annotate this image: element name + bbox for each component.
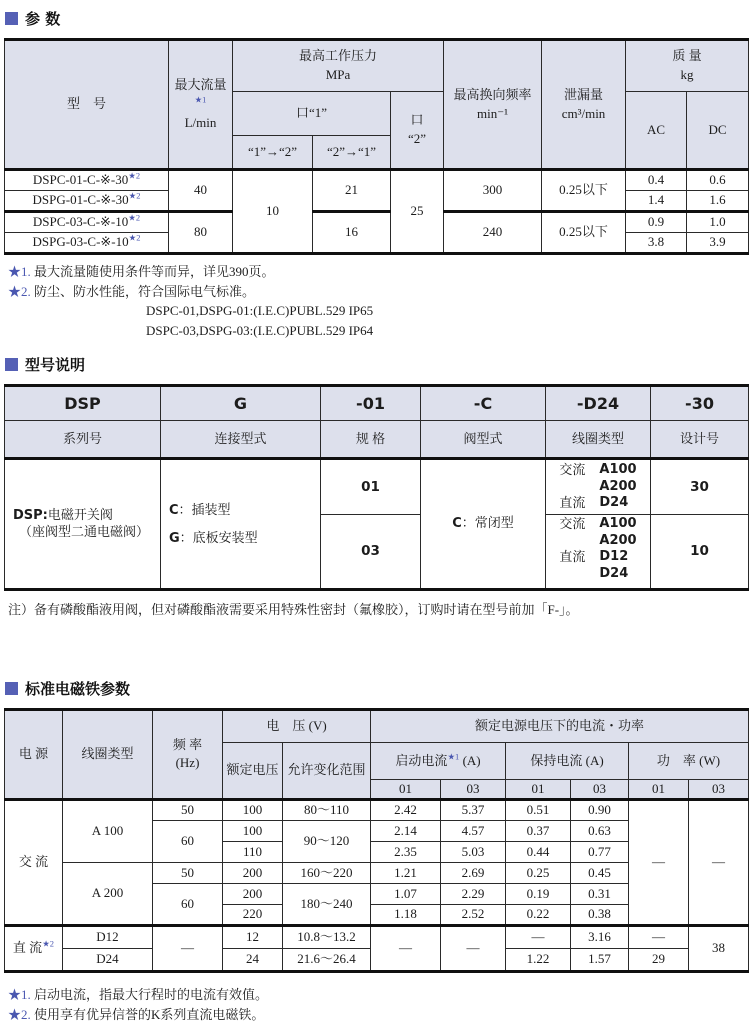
series-name: 电磁开关阀 [48,507,113,522]
coil-kind-label: 交流 [559,462,591,479]
model-label-row [5,421,749,459]
watt-03-ac-cell: — [689,800,749,926]
blue-square-icon [5,358,18,371]
footnote-star: ★1. [8,264,31,279]
inrush-01-cell: 2.35 [371,842,441,863]
code-series: DSP [5,386,161,421]
watt-03-dc-cell: 38 [689,926,749,972]
inrush-03-cell: 5.03 [441,842,506,863]
footnote-star: ★2. [8,1007,31,1022]
section-params-title: 参 数 [25,8,60,29]
footnote-2 [8,1005,748,1024]
model-number: DSPC-03-C-※-10 [33,214,128,229]
size-01-cell: 01 [321,459,421,515]
inrush-03-dc-cell: — [441,926,506,972]
leakage-value-cell: 0.25以下 [542,212,626,254]
spacer [4,618,748,676]
solenoid-header-holding-current: 保持电流 (A) [506,742,629,779]
label-design: 设计号 [651,421,749,459]
flow-value-cell: 40 [169,170,233,212]
solenoid-header-power: 电 源 [5,709,63,799]
section-solenoid-title: 标准电磁铁参数 [25,678,130,699]
subcol-watt-01: 01 [629,779,689,799]
coil-kind-label: 直流 [559,549,591,566]
model-footnote-mark: ★2 [129,191,141,201]
rated-voltage-cell: 24 [223,949,283,972]
solenoid-header-wattage: 功 率 (W) [629,742,749,779]
series-description-cell [5,459,161,590]
connection-code-c: C [169,503,179,518]
coil-code: D12 [599,549,628,566]
leakage-unit: cm³/min [562,106,606,121]
solenoid-header-frequency [153,709,223,799]
hold-03-cell: 1.57 [571,949,629,972]
freq-cell: 50 [153,800,223,821]
freq-cell: 50 [153,863,223,884]
dc-footnote-mark: ★2 [42,939,54,949]
model-footnote-mark: ★2 [128,171,140,181]
section-solenoid-header [5,678,748,699]
label-series: 系列号 [5,421,161,459]
params-header-ac: AC [626,92,687,170]
hold-01-cell: 0.19 [506,884,571,905]
inrush-01-cell: 2.42 [371,800,441,821]
model-body-row-1 [5,459,749,515]
solenoid-header-rated-group: 额定电源电压下的电流・功率 [371,709,749,742]
freq-cell: 60 [153,884,223,926]
footnote-text: 最大流量随使用条件等而异，详见390页。 [34,264,275,279]
size-03-cell: 03 [321,515,421,590]
coil-code: D24 [599,495,628,512]
freq-value-cell: 240 [444,212,542,254]
mass-ac-cell: 3.8 [626,233,687,254]
coil-kind-label [559,566,591,583]
params-header-model: 型 号 [5,40,169,170]
inrush-unit: (A) [463,753,481,768]
coil-kind-label: 直流 [559,495,591,512]
mass-ac-cell: 1.4 [626,191,687,212]
section-model-header [5,354,748,375]
port2-text: 口 [410,112,423,127]
inrush-01-cell: 1.21 [371,863,441,884]
freq-value-cell: 300 [444,170,542,212]
subcol-hold-01: 01 [506,779,571,799]
model-number: DSPG-03-C-※-10 [33,234,129,249]
rated-voltage-cell: 100 [223,821,283,842]
max-flow-text: 最大流量 [174,77,226,92]
mass-ac-cell: 0.4 [626,170,687,191]
params-header-max-pressure [233,40,444,92]
coil-line [559,462,636,479]
max-freq-label [453,87,531,121]
coil-a200-cell: A 200 [63,863,153,926]
solenoid-header-voltage-range: 允许变化范围 [283,742,371,799]
connection-text-c: ：插装型 [179,502,231,517]
coil-list [559,516,636,583]
coil-kind-label [559,533,591,550]
label-size: 规 格 [321,421,421,459]
subcol-inrush-03: 03 [441,779,506,799]
params-row-1 [5,170,749,191]
mass-dc-cell: 1.6 [687,191,749,212]
coil-options-cell-2 [546,515,651,590]
model-table-note: 注）备有磷酸酯液用阀，但对磷酸酯液需要采用特殊性密封（氟橡胶），订购时请在型号前加「F-」。 [8,599,748,618]
blue-square-icon [5,682,18,695]
params-header-mass [626,40,749,92]
params-header-port1: 口“1” [233,92,391,136]
hold-03-cell: 0.63 [571,821,629,842]
subcol-inrush-01: 01 [371,779,441,799]
code-design: -30 [651,386,749,421]
coil-kind-label: 交流 [559,516,591,533]
watt-01-cell: 29 [629,949,689,972]
model-number: DSPC-01-C-※-30 [33,172,128,187]
power-dc-cell [5,926,63,972]
rated-voltage-cell: 220 [223,905,283,926]
rated-voltage-cell: 12 [223,926,283,949]
connection-description-cell [161,459,321,590]
footnote-text: 启动电流，指最大行程时的电流有效值。 [34,987,268,1002]
model-cell [5,191,169,212]
solenoid-row-dc-1 [5,926,749,949]
voltage-range-cell: 21.6～26.4 [283,949,371,972]
params-header-port2 [391,92,444,170]
series-code: DSP: [13,508,48,523]
section-params-header [5,8,748,29]
max-flow-unit: L/min [185,115,217,130]
coil-d12-cell: D12 [63,926,153,949]
rated-voltage-cell: 200 [223,863,283,884]
coil-code: D24 [599,566,628,583]
inrush-text: 启动电流 [395,753,447,768]
series-line-2: （座阀型二通电磁阀） [13,524,158,540]
solenoid-header-voltage: 电 压 (V) [223,709,371,742]
label-valve-type: 阀型式 [421,421,546,459]
ip-rating-line-2: DSPC-03,DSPG-03:(I.E.C)PUBL.529 IP64 [8,321,748,341]
mass-text: 质 量 [672,48,701,63]
mass-dc-cell: 0.6 [687,170,749,191]
hold-03-cell: 0.38 [571,905,629,926]
coil-line [559,533,636,550]
subcol-watt-03: 03 [689,779,749,799]
inrush-footnote-mark: ★1 [447,751,459,761]
pressure-2to1-cell: 21 [313,170,391,212]
coil-d24-cell: D24 [63,949,153,972]
footnote-text: 防尘、防水性能，符合国际电气标准。 [34,284,255,299]
inrush-01-cell: 2.14 [371,821,441,842]
frequency-unit: (Hz) [176,755,200,770]
leakage-text: 泄漏量 [564,87,603,102]
coil-line [559,495,636,512]
valve-type-cell [421,459,546,590]
hold-01-cell: 0.22 [506,905,571,926]
flow-value-cell: 80 [169,212,233,254]
voltage-range-cell: 90～120 [283,821,371,863]
coil-line [559,516,636,533]
coil-line [559,566,636,583]
footnote-2 [8,282,748,302]
coil-line [559,479,636,496]
subcol-hold-03: 03 [571,779,629,799]
dc-label: 直 流 [13,940,42,955]
connection-code-g: G [169,531,180,546]
frequency-text: 频 率 [173,737,202,752]
port2-value-cell: 25 [391,170,444,254]
voltage-range-cell: 180～240 [283,884,371,926]
valve-text: ：常闭型 [462,515,514,530]
hold-03-cell: 0.90 [571,800,629,821]
model-cell [5,170,169,191]
hold-03-cell: 0.31 [571,884,629,905]
model-footnote-mark: ★2 [129,233,141,243]
rated-voltage-cell: 100 [223,800,283,821]
footnote-1 [8,262,748,282]
inrush-01-cell: 1.18 [371,905,441,926]
hold-03-cell: 0.45 [571,863,629,884]
rated-voltage-cell: 110 [223,842,283,863]
watt-01-cell: — [629,926,689,949]
code-connection: G [161,386,321,421]
design-10-cell: 10 [651,515,749,590]
solenoid-header-inrush-current [371,742,506,779]
max-pressure-text: 最高工作压力 [299,48,377,63]
hold-01-cell: 0.44 [506,842,571,863]
coil-code: A100 [599,462,636,479]
solenoid-header-coil-type: 线圈类型 [63,709,153,799]
connection-option-2 [169,524,318,552]
design-30-cell: 30 [651,459,749,515]
freq-dc-cell: — [153,926,223,972]
model-code-table [4,384,749,591]
connection-option-1 [169,496,318,524]
inrush-01-cell: 1.07 [371,884,441,905]
model-cell [5,233,169,254]
solenoid-footnotes [8,985,748,1024]
frequency-label [173,737,202,771]
blue-square-icon [5,12,18,25]
power-ac-cell: 交 流 [5,800,63,926]
voltage-range-cell: 160～220 [283,863,371,884]
label-coil-type: 线圈类型 [546,421,651,459]
model-number: DSPG-01-C-※-30 [33,192,129,207]
hold-01-cell: 0.37 [506,821,571,842]
solenoid-row-ac-1 [5,800,749,821]
mass-label [672,48,701,82]
mass-unit: kg [681,67,694,82]
rated-voltage-cell: 200 [223,884,283,905]
coil-line [559,549,636,566]
label-connection: 连接型式 [161,421,321,459]
ip-rating-line-1: DSPC-01,DSPG-01:(I.E.C)PUBL.529 IP65 [8,301,748,321]
params-footnotes [8,262,748,340]
coil-a100-cell: A 100 [63,800,153,863]
hold-03-cell: 0.77 [571,842,629,863]
inrush-03-cell: 2.52 [441,905,506,926]
coil-code: A100 [599,516,636,533]
params-header-leakage [542,40,626,170]
solenoid-header-rated-voltage: 额定电压 [223,742,283,799]
model-cell [5,212,169,233]
coil-list [559,462,636,512]
mass-dc-cell: 1.0 [687,212,749,233]
code-coil-type: -D24 [546,386,651,421]
inrush-01-dc-cell: — [371,926,441,972]
footnote-text: 使用享有优异信誉的K系列直流电磁铁。 [34,1007,264,1022]
hold-03-cell: 3.16 [571,926,629,949]
coil-code: A200 [599,533,636,550]
code-size: -01 [321,386,421,421]
max-pressure-unit: MPa [326,67,351,82]
footnote-1 [8,985,748,1005]
inrush-03-cell: 5.37 [441,800,506,821]
max-flow-label [174,77,226,130]
leakage-value-cell: 0.25以下 [542,170,626,212]
max-flow-footnote-mark: ★1 [195,95,207,105]
voltage-range-cell: 80～110 [283,800,371,821]
params-header-max-flow [169,40,233,170]
params-table [4,38,749,255]
watt-01-ac-cell: — [629,800,689,926]
hold-01-cell: 0.51 [506,800,571,821]
coil-options-cell-1 [546,459,651,515]
inrush-03-cell: 4.57 [441,821,506,842]
valve-code: C [452,516,462,531]
footnote-star: ★2. [8,284,31,299]
solenoid-table [4,708,749,973]
params-header-dc: DC [687,92,749,170]
port2-label [408,112,426,146]
max-pressure-label [299,48,377,82]
port2-number: “2” [408,131,426,146]
hold-01-cell: 0.25 [506,863,571,884]
voltage-range-cell: 10.8～13.2 [283,926,371,949]
code-valve-type: -C [421,386,546,421]
params-row-3 [5,212,749,233]
coil-code: A200 [599,479,636,496]
connection-text-g: ：底板安装型 [180,530,258,545]
pressure-2to1-cell: 16 [313,212,391,254]
leakage-label [562,87,606,121]
coil-kind-label [559,479,591,496]
hold-01-cell: 1.22 [506,949,571,972]
series-line-1 [13,507,158,524]
max-freq-unit: min⁻¹ [477,106,508,121]
params-header-2to1: “2”→“1” [313,136,391,170]
max-freq-text: 最高换向频率 [453,87,531,102]
section-model-title: 型号说明 [25,354,85,375]
mass-dc-cell: 3.9 [687,233,749,254]
inrush-03-cell: 2.29 [441,884,506,905]
inrush-03-cell: 2.69 [441,863,506,884]
hold-01-cell: — [506,926,571,949]
params-header-max-freq [444,40,542,170]
pressure-1to2-cell: 10 [233,170,313,254]
model-code-row [5,386,749,421]
model-footnote-mark: ★2 [128,213,140,223]
freq-cell: 60 [153,821,223,863]
footnote-star: ★1. [8,987,31,1002]
mass-ac-cell: 0.9 [626,212,687,233]
params-header-1to2: “1”→“2” [233,136,313,170]
